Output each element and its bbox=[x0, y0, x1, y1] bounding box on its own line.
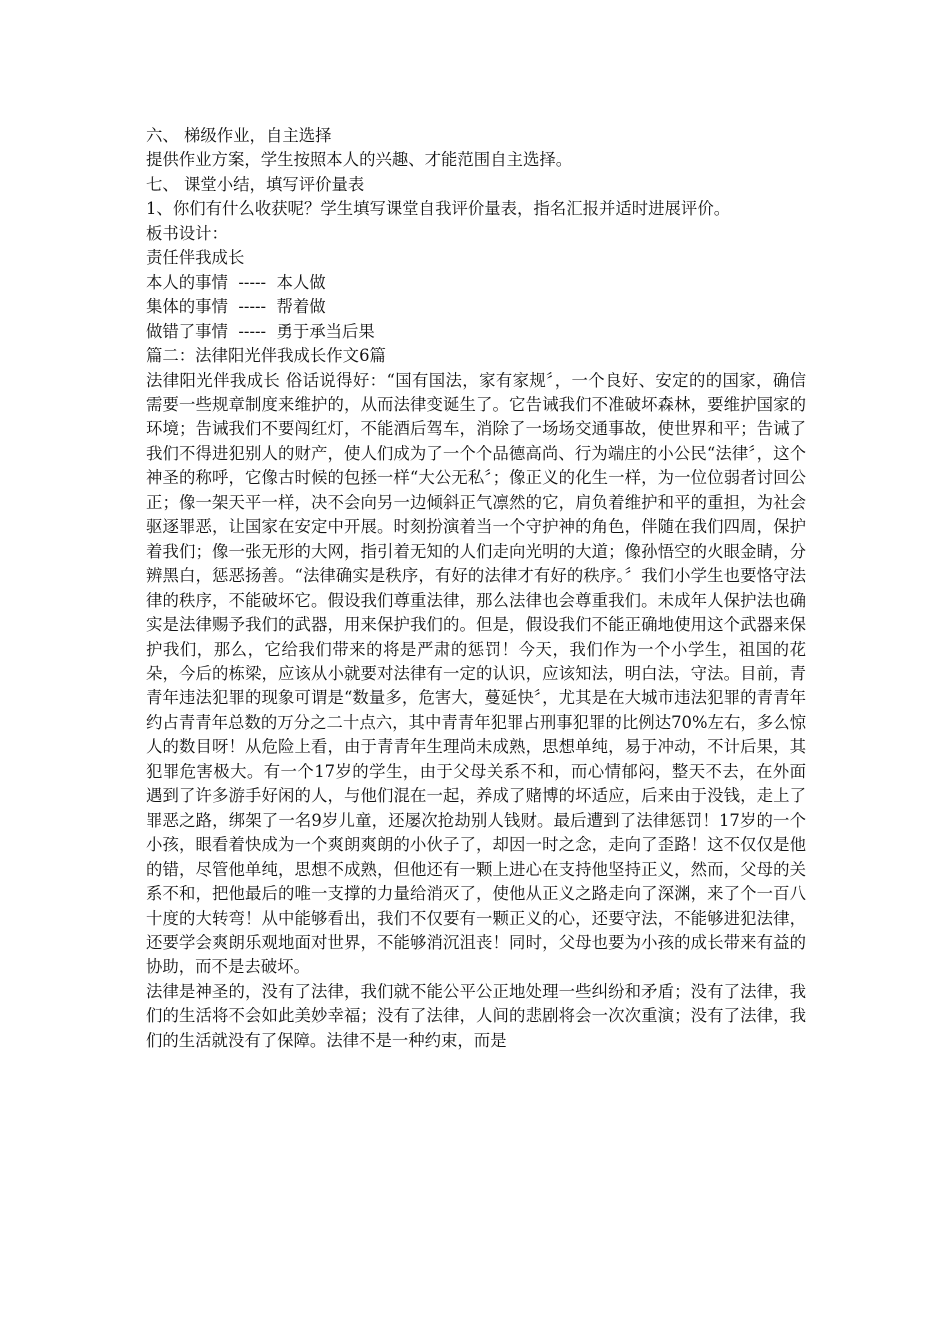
article-paragraph: 法律是神圣的，没有了法律，我们就不能公平公正地处理一些纠纷和矛盾；没有了法律，我们的生活将不会如此美妙幸福；没有了法律，人间的悲剧将会一次次重演；没有了法律，我们的生活就没有了保障。法律不是一种约束，而是 bbox=[146, 981, 806, 1050]
body-line: 1、你们有什么收获呢？学生填写课堂自我评价量表，指名汇报并适时进展评价。 bbox=[146, 199, 731, 219]
article-title: 篇二：法律阳光伴我成长作文6篇 bbox=[146, 346, 386, 366]
board-design-title: 责任伴我成长 bbox=[146, 248, 245, 268]
board-design-item: 做错了事情 ----- 勇于承当后果 bbox=[146, 321, 375, 341]
section-heading-six: 六、 梯级作业，自主选择 bbox=[146, 126, 332, 145]
body-line: 提供作业方案，学生按照本人的兴趣、才能范围自主选择。 bbox=[146, 150, 573, 170]
article-paragraph: 法律阳光伴我成长 俗话说得好：“国有国法，家有家规〞，一个良好、安定的的国家，确信需要一些规章制度来维护的，从而法律变诞生了。它告诫我们不准破坏森林，要维护国家的环境；告诫我们不要闯红灯，不能酒后驾车，消除了一场场交通事故，使世界和平；告诫了我们不得进犯别人的财产，使人们成为了一个个品德高尚、行为端庄的小公民“法律〞，这个神圣的称呼，它像古时候的包拯一样“大公无私〞；像正义的化生一样，为一位位弱者讨回公正；像一架天平一样，决不会向另一边倾斜正气凛然的它，肩负着维护和平的重担，为社会驱逐罪恶，让国家在安定中开展。时刻扮演着当一个守护神的角色，伴随在我们四周，保护着我们；像一张无形的大网，指引着无知的人们走向光明的大道；像孙悟空的火眼金睛，分辨黑白，惩恶扬善。“法律确实是秩序，有好的法律才有好的秩序。〞我们小学生也要恪守法律的秩序，不能破坏它。假设我们尊重法律，那么法律也会尊重我们。未成年人保护法也确实是法律赐予我们的武器，用来保护我们的。但是，假设我们不能正确地使用这个武器来保护我们，那么，它给我们带来的将是严肃的惩罚！今天，我们作为一个小学生，祖国的花朵，今后的栋梁，应该从小就要对法律有一定的认识，应该知法，明白法，守法。目前，青青年违法犯罪的现象可谓是“数量多，危害大，蔓延快〞，尤其是在大城市违法犯罪的青青年约占青青年总数的万分之二十点六，其中青青年犯罪占刑事犯罪的比例达70%左右，多么惊人的数目呀！从危险上看，由于青青年生理尚未成熟，思想单纯，易于冲动，不计后果，其犯罪危害极大。有一个17岁的学生，由于父母关系不和，而心情郁闷，整天不去，在外面遇到了许多游手好闲的人，与他们混在一起，养成了赌博的坏适应，后来由于没钱，走上了罪恶之路，绑架了一名9岁儿童，还屡次抢劫别人钱财。最后遭到了法律惩罚！17岁的一个小孩，眼看着快成为一个爽朗爽朗的小伙子了，却因一时之念，走向了歪路！这不仅仅是他的错，尽管他单纯，思想不成熟，但他还有一颗上进心在支持他坚持正义，然而，父母的关系不和，把他最后的唯一支撑的力量给消灭了，使他从正义之路走向了深渊，来了个一百八十度的大转弯！从中能够看出，我们不仅要有一颗正义的心，还要守法，不能够进犯法律，还要学会爽朗乐观地面对世界，不能够消沉沮丧！同时，父母也要为小孩的成长带来有益的协助，而不是去破坏。 bbox=[146, 370, 806, 977]
document-page bbox=[146, 124, 806, 1053]
section-heading-seven: 七、 课堂小结，填写评价量表 bbox=[146, 174, 365, 194]
board-design-item: 集体的事情 ----- 帮着做 bbox=[146, 297, 326, 317]
board-design-label: 板书设计： bbox=[146, 223, 228, 243]
board-design-item: 本人的事情 ----- 本人做 bbox=[146, 272, 326, 292]
